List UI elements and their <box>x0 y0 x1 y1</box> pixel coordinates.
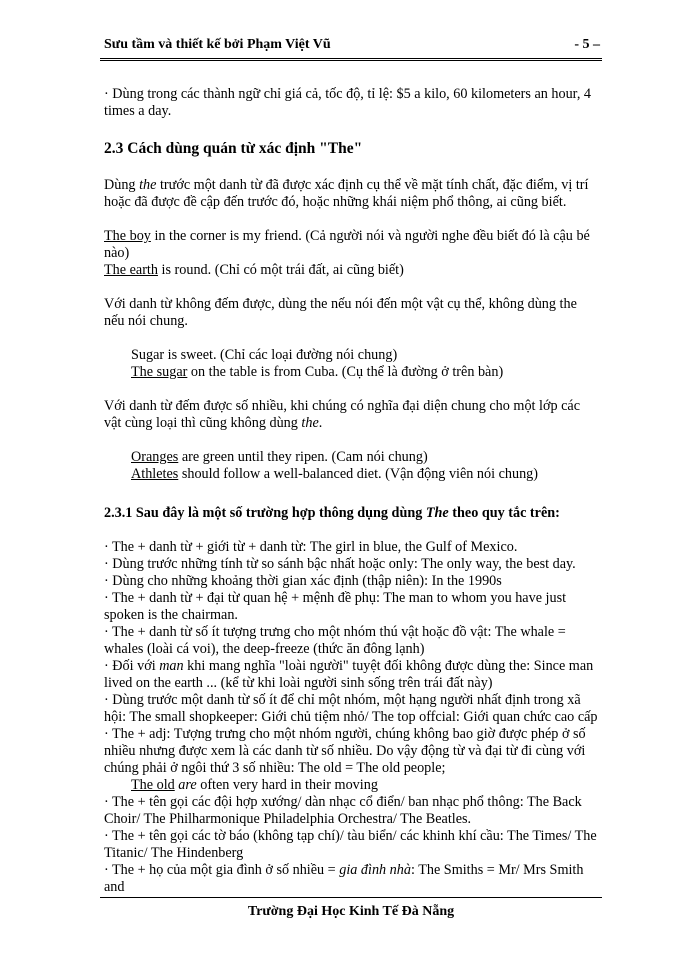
example-boy <box>104 228 600 262</box>
underlined-term: The earth <box>104 262 158 278</box>
page-footer: Trường Đại Học Kinh Tế Đà Nẵng <box>247 904 455 919</box>
italic-the: The <box>425 505 449 521</box>
italic-term: gia đình nhà <box>339 862 411 878</box>
section-title: 2.3 Cách dùng quán từ xác định "The" <box>104 140 363 157</box>
page-header <box>104 36 600 53</box>
text-run: in the corner is my friend. (Cả người nói và người nghe đều biết đó là cậu bé nào) <box>104 228 590 261</box>
bullet-7: · Dùng trước một danh từ số ít để chỉ một nhóm, một hạng người nhất định trong xã hội: The small shopkeeper: Giới chủ tiệm nhỏ/ The top offcial: Giới quan chức cao cấp <box>104 692 598 725</box>
intro-line: · Dùng trong các thành ngữ chỉ giá cả, tốc độ, tỉ lệ: $5 a kilo, 60 kilometers an hour, 4 times a day. <box>104 86 592 119</box>
text-run: should follow a well-balanced diet. (Vận động viên nói chung) <box>178 466 538 482</box>
italic-man: man <box>159 658 184 674</box>
bullet-8-example <box>104 777 600 794</box>
text-run: · The + họ của một gia đình ở số nhiều = <box>104 862 340 878</box>
italic-the: the <box>301 415 319 431</box>
text-run: . <box>318 415 323 431</box>
example-oranges <box>104 449 600 466</box>
subsection-title <box>104 505 600 522</box>
example-the-sugar <box>104 364 600 381</box>
text-run: · Đối với <box>104 658 160 674</box>
text-run: often very hard in their moving <box>196 777 378 793</box>
page-number: - 5 – <box>574 37 600 52</box>
text-run: on the table is from Cuba. (Cụ thể là đường ở trên bàn) <box>187 364 504 380</box>
example-athletes <box>104 466 600 483</box>
bullet-8: · The + adj: Tượng trưng cho một nhóm người, chúng không bao giờ được phép ở số nhiều nhưng được xem là các danh từ số nhiều. Do vậy động từ và đại từ đi cùng với chúng phải ở ngôi thứ 3 số nhiều: The old = The old people; <box>104 726 586 776</box>
italic-the: the <box>139 177 157 193</box>
paragraph-2: Với danh từ không đếm được, dùng the nếu nói đến một vật cụ thể, không dùng the nếu nói chung. <box>104 296 577 329</box>
bullet-1: · The + danh từ + giới từ + danh từ: The girl in blue, the Gulf of Mexico. <box>104 539 518 555</box>
text-run: Dùng <box>104 177 140 193</box>
paragraph-1 <box>104 177 600 211</box>
bullet-6 <box>104 658 600 692</box>
paragraph-3 <box>104 398 600 432</box>
bullet-5: · The + danh từ số ít tượng trưng cho một nhóm thú vật hoặc đồ vật: The whale = whales (loài cá voi), the deep-freeze (thức ăn đông lạnh) <box>104 624 566 657</box>
italic-are: are <box>178 777 197 793</box>
text-run: theo quy tắc trên: <box>448 505 560 521</box>
text-run: khi mang nghĩa "loài người" tuyệt đối không được dùng the: Since man lived on the earth ... (kể từ khi loài người sinh sống trên trái đất này) <box>104 658 594 691</box>
header-rule <box>100 58 602 59</box>
text-run: are green until they ripen. (Cam nói chung) <box>178 449 428 465</box>
bullet-4: · The + danh từ + đại từ quan hệ + mệnh đề phụ: The man to whom you have just spoken is the chairman. <box>104 590 567 623</box>
underlined-term: Oranges <box>131 449 179 465</box>
underlined-term: The sugar <box>131 364 188 380</box>
underlined-term: Athletes <box>131 466 179 482</box>
bullet-9: · The + tên gọi các đội hợp xướng/ dàn nhạc cổ điển/ ban nhạc phổ thông: The Back Choir/ The Philharmonique Philadelphia Orchestra/ The Beatles. <box>104 794 582 827</box>
page-content <box>104 86 600 896</box>
bullet-11 <box>104 862 600 896</box>
underlined-term: The boy <box>104 228 151 244</box>
bullet-10: · The + tên gọi các tờ báo (không tạp chí)/ tàu biển/ các khinh khí cầu: The Times/ The Titanic/ The Hindenberg <box>104 828 597 861</box>
underlined-term: The old <box>131 777 175 793</box>
header-rule-2 <box>100 60 602 61</box>
text-run: Với danh từ đếm được số nhiều, khi chúng có nghĩa đại diện chung cho một lớp các vật cùng loại thì cũng không dùng <box>104 398 581 431</box>
text-run: 2.3.1 Sau đây là một số trường hợp thông dụng dùng <box>104 505 426 521</box>
text-run: trước một danh từ đã được xác định cụ thể về mặt tính chất, đặc điểm, vị trí hoặc đã được đề cập đến trước đó, hoặc những khái niệm phổ thông, ai cũng biết. <box>104 177 589 210</box>
example-earth <box>104 262 600 279</box>
example-sugar: Sugar is sweet. (Chỉ các loại đường nói chung) <box>131 347 398 363</box>
bullet-3: · Dùng cho những khoảng thời gian xác định (thập niên): In the 1990s <box>104 573 502 589</box>
text-run: : The Smiths = Mr/ Mrs Smith and <box>104 862 584 895</box>
footer-rule <box>100 897 602 898</box>
header-title: Sưu tầm và thiết kế bởi Phạm Việt Vũ <box>104 37 331 52</box>
text-run: is round. (Chỉ có một trái đất, ai cũng biết) <box>157 262 404 278</box>
bullet-2: · Dùng trước những tính từ so sánh bậc nhất hoặc only: The only way, the best day. <box>104 556 576 572</box>
